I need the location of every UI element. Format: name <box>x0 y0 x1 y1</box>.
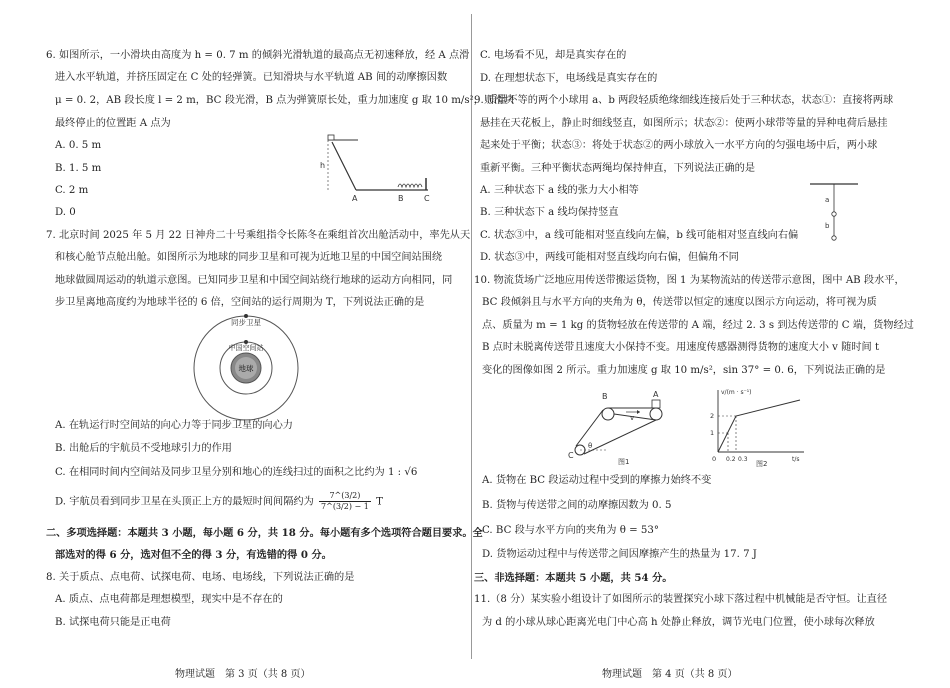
q9-option-d[interactable]: D. 状态③中，两线可能相对竖直线均向右偏，但偏角不同 <box>480 252 739 263</box>
q7-option-c[interactable]: C. 在相同时间内空间站及同步卫星分别和地心的连线扫过的面积之比约为 1 : √6 <box>55 467 418 478</box>
q10-cargo-box <box>652 400 660 408</box>
q9-label-a: a <box>825 196 830 204</box>
section2-heading-line1: 二、多项选择题：本题共 3 小题，每小题 6 分，共 18 分。每小题有多个选项符合题目要求。全 <box>46 527 483 539</box>
q9-line4: 重新平衡。三种平衡状态两绳均保持伸直，下列说法正确的是 <box>480 163 756 174</box>
q11-line1: 11.（8 分）某实验小组设计了如图所示的装置探究小球下落过程中机械能是否守恒。让直径 <box>474 594 888 605</box>
q9-line3: 起来处于平衡；状态③：将处于状态②的两小球放入一水平方向的匀强电场中后，两小球 <box>480 140 878 151</box>
q10-graph-xlabel: t/s <box>792 456 800 463</box>
q6-option-d[interactable]: D. 0 <box>55 207 76 218</box>
q7-line3: 地球做圆周运动的轨道示意图。已知同步卫星和中国空间站绕行地球的运动方向相同，同 <box>55 275 453 286</box>
q9-pendulum-figure <box>808 178 860 250</box>
q10-label-v: v <box>630 414 635 422</box>
q9-option-c[interactable]: C. 状态③中，a 线可能相对竖直线向左偏，b 线可能相对竖直线向右偏 <box>480 230 799 241</box>
left-page-footer: 物理试题 第 3 页（共 8 页） <box>175 669 311 680</box>
q10-conveyor-figure <box>566 386 686 466</box>
q10-vt-line <box>718 400 800 452</box>
q10-line5: 变化的图像如图 2 所示。重力加速度 g 取 10 m/s²，sin 37° = 0. 6，下列说法正确的是 <box>482 365 886 376</box>
q10-label-a: A <box>653 390 659 399</box>
section2-heading-line2: 部选对的得 6 分，选对但不全的得 3 分，有选错的得 0 分。 <box>55 549 332 561</box>
q7-orbit-figure <box>190 312 302 424</box>
q9-option-b[interactable]: B. 三种状态下 a 线均保持竖直 <box>480 207 619 218</box>
q10-belt-incline <box>576 410 603 446</box>
q10-label-b: B <box>602 392 608 401</box>
q10-tick-2: 2 <box>710 412 715 420</box>
q7-fraction-numerator: 7^(3/2) <box>319 491 371 502</box>
q6-line1: 6. 如图所示，一小滑块由高度为 h = 0. 7 m 的倾斜光滑轨道的最高点无初速释放，经 A 点滑 <box>46 50 470 61</box>
q10-fig2-caption: 图2 <box>756 460 768 468</box>
q10-line2: BC 段倾斜且与水平方向的夹角为 θ，传送带以恒定的速度以图示方向运动，将可视为质 <box>482 297 877 308</box>
q11-line2: 为 d 的小球从球心距离光电门中心高 h 处静止释放，调节光电门位置，使小球每次释放 <box>482 617 875 628</box>
q6-label-c: C <box>424 194 430 203</box>
q6-label-a: A <box>352 194 358 203</box>
q6-incline <box>332 142 356 190</box>
q10-pulley-a <box>650 408 662 420</box>
q8-option-b[interactable]: B. 试探电荷只能是正电荷 <box>55 617 171 628</box>
q7-option-d[interactable] <box>55 491 383 512</box>
q10-line1: 10. 物流货场广泛地应用传送带搬运货物，图 1 为某物流站的传送带示意图，图中 AB 段水平， <box>474 275 905 286</box>
q10-belt-lower <box>584 420 656 454</box>
q10-pulley-b <box>602 408 614 420</box>
q10-option-d[interactable]: D. 货物运动过程中与传送带之间因摩擦产生的热量为 17. 7 J <box>482 549 757 560</box>
q8-option-a[interactable]: A. 质点、点电荷都是理想模型，现实中是不存在的 <box>55 594 283 605</box>
q6-line3: μ = 0. 2，AB 段长度 l = 2 m，BC 段光滑，B 点为弹簧原长处，重力加速度 g 取 10 m/s²，则滑块 <box>55 95 515 106</box>
right-column <box>474 0 950 688</box>
q7-option-b[interactable]: B. 出舱后的宇航员不受地球引力的作用 <box>55 443 232 454</box>
q6-option-b[interactable]: B. 1. 5 m <box>55 163 102 174</box>
q6-label-h: h <box>320 161 326 170</box>
q9-label-b: b <box>825 222 830 230</box>
q10-tick-1: 1 <box>710 429 715 437</box>
q10-vt-graph <box>700 386 810 468</box>
q10-tick-origin: 0 <box>712 455 717 463</box>
q10-label-theta: θ <box>588 442 593 450</box>
q9-ball-upper <box>832 212 836 216</box>
q6-spring <box>398 184 422 187</box>
right-page-footer: 物理试题 第 4 页（共 8 页） <box>602 669 738 680</box>
q10-option-c[interactable]: C. BC 段与水平方向的夹角为 θ = 53° <box>482 525 659 536</box>
q6-track-figure <box>308 132 438 204</box>
q10-tick-t1: 0.2 <box>726 456 736 463</box>
q7-option-a[interactable]: A. 在轨运行时空间站的向心力等于同步卫星的向心力 <box>55 420 293 431</box>
q10-graph-ylabel: v/(m · s⁻¹) <box>721 389 752 396</box>
q7-label-earth: 地球 <box>238 364 254 373</box>
q10-line4: B 点时未脱离传送带且速度大小保持不变。用速度传感器测得货物的速度大小 v 随时间 t <box>482 342 880 353</box>
q7-line1: 7. 北京时间 2025 年 5 月 22 日神舟二十号乘组指令长陈冬在乘组首次出舱活动中，率先从天 <box>46 230 471 241</box>
q8-option-c[interactable]: C. 电场看不见，却是真实存在的 <box>480 50 627 61</box>
q9-line1: 9. 质量不等的两个小球用 a、b 两段轻质绝缘细线连接后处于三种状态，状态①：直接将两球 <box>474 95 894 106</box>
q10-tick-t2: 0.3 <box>738 456 748 463</box>
q6-line2: 进入水平轨道，并挤压固定在 C 处的轻弹簧。已知滑块与水平轨道 AB 间的动摩擦因数 <box>55 72 448 83</box>
q8-option-d[interactable]: D. 在理想状态下，电场线是真实存在的 <box>480 73 658 84</box>
q6-option-c[interactable]: C. 2 m <box>55 185 89 196</box>
q6-slider-block <box>328 135 334 140</box>
q6-label-b: B <box>398 194 404 203</box>
q7-label-station: 中国空间站 <box>228 344 264 352</box>
q10-fig1-caption: 图1 <box>618 458 630 466</box>
section3-heading: 三、非选择题：本题共 5 小题，共 54 分。 <box>474 572 673 584</box>
q7-label-sync: 同步卫星 <box>231 318 261 327</box>
q7-option-d-text: D. 宇航员看到同步卫星在头顶正上方的最短时间间隔约为 <box>55 496 314 508</box>
q7-option-d-period: T <box>376 496 383 508</box>
q10-line3: 点、质量为 m = 1 kg 的货物轻放在传送带的 A 端，经过 2. 3 s 到达传送带的 C 端，货物经过 <box>482 320 914 331</box>
q7-option-d-fraction <box>319 491 371 512</box>
q6-option-a[interactable]: A. 0. 5 m <box>55 140 102 151</box>
q7-line4: 步卫星离地高度约为地球半径的 6 倍，空间站的运行周期为 T，下列说法正确的是 <box>55 297 425 308</box>
q10-label-c: C <box>568 451 574 460</box>
q10-option-b[interactable]: B. 货物与传送带之间的动摩擦因数为 0. 5 <box>482 500 672 511</box>
q7-line2: 和核心舱节点舱出舱。如图所示为地球的同步卫星和可视为近地卫星的中国空间站围绕 <box>55 252 443 263</box>
q8-stem: 8. 关于质点、点电荷、试探电荷、电场、电场线，下列说法正确的是 <box>46 572 355 583</box>
q9-line2: 悬挂在天花板上，静止时细线竖直，如图所示；状态②：使两小球带等量的异种电荷后悬挂 <box>480 118 888 129</box>
q9-option-a[interactable]: A. 三种状态下 a 线的张力大小相等 <box>480 185 639 196</box>
q6-line4: 最终停止的位置距 A 点为 <box>55 118 171 129</box>
q10-option-a[interactable]: A. 货物在 BC 段运动过程中受到的摩擦力始终不变 <box>482 475 712 486</box>
q7-fraction-denominator: 7^(3/2) − 1 <box>321 502 369 511</box>
q9-ball-lower <box>832 236 836 240</box>
q10-velocity-arrowhead <box>637 410 640 414</box>
